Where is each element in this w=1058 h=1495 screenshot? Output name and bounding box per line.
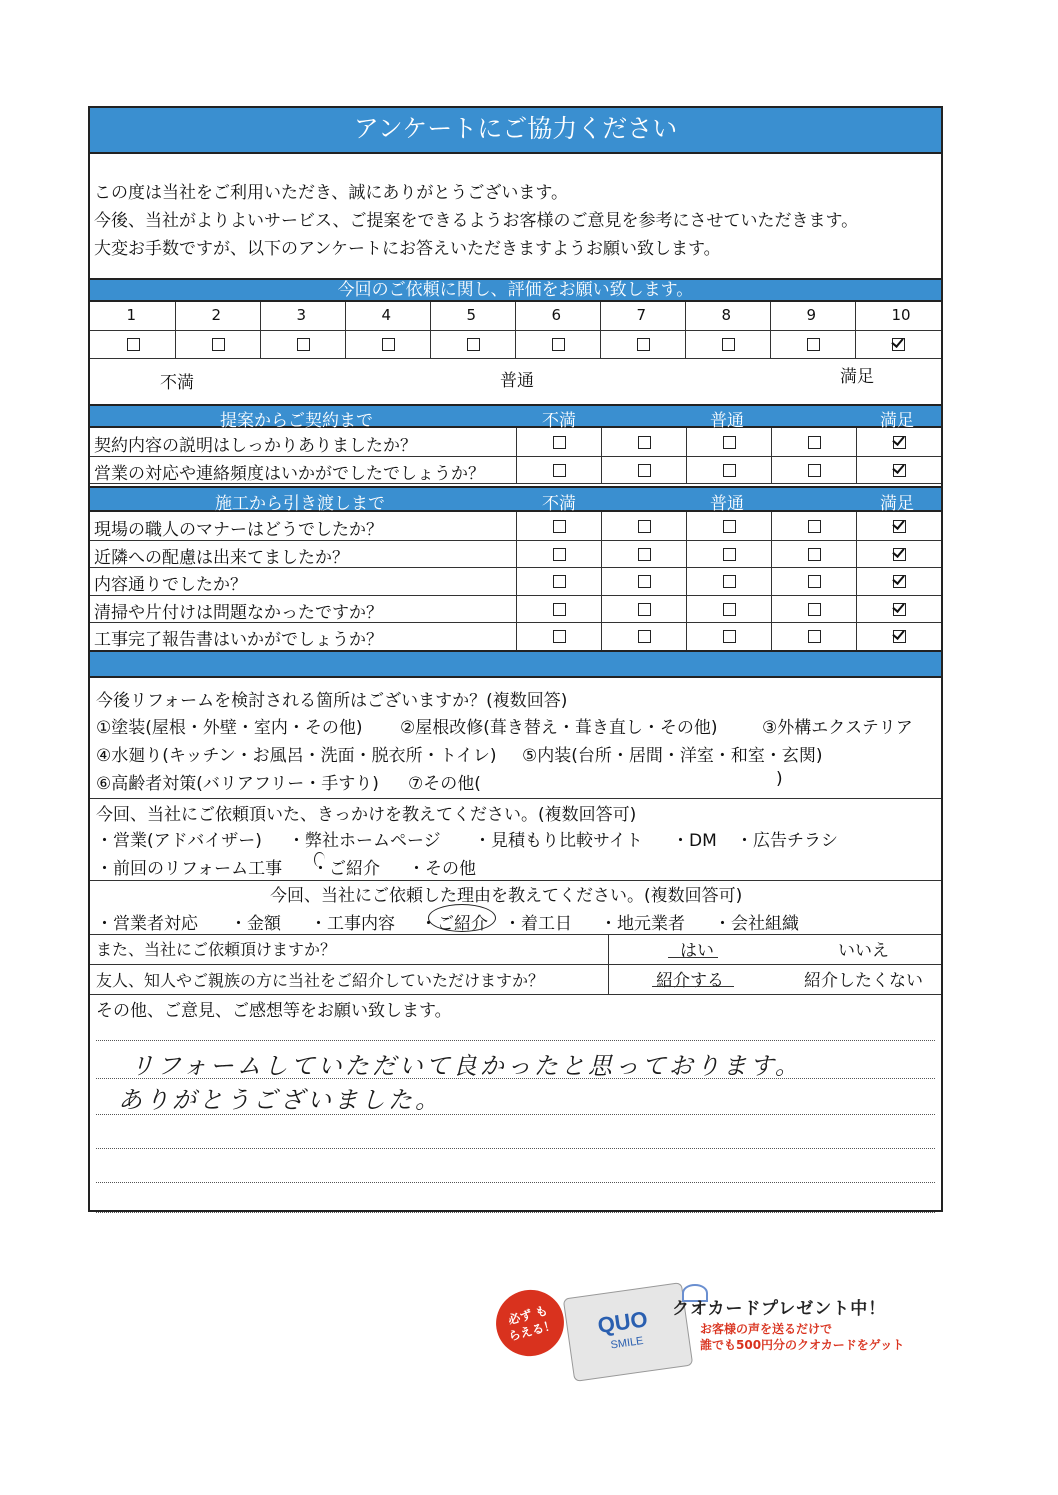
construction-question-2: 近隣への配慮は出来てましたか？ xyxy=(94,547,349,568)
future-option-6: ⑥高齢者対策(バリアフリー・手すり) xyxy=(96,774,379,794)
construction-question-5: 工事完了報告書はいかがでしょうか？ xyxy=(94,630,383,651)
construction-q5-checkbox-5[interactable] xyxy=(893,630,906,643)
contract-q2-checkbox-5[interactable] xyxy=(893,464,906,477)
future-option-4: ④水廻り(キッチン・お風呂・洗面・脱衣所・トイレ) xyxy=(96,746,497,766)
rating-checkbox-3[interactable] xyxy=(297,338,310,351)
construction-q1-checkbox-1[interactable] xyxy=(553,520,566,533)
contract-col-low: 不満 xyxy=(542,411,576,431)
comment-rule xyxy=(96,1148,935,1149)
divider xyxy=(90,798,941,799)
reason-option-2: ・金額 xyxy=(230,914,281,934)
construction-q1-checkbox-2[interactable] xyxy=(638,520,651,533)
divider xyxy=(515,302,516,358)
rating-label-high: 満足 xyxy=(840,367,874,387)
contract-question-1: 契約内容の説明はしっかりありましたか？ xyxy=(94,436,417,456)
contract-q1-checkbox-3[interactable] xyxy=(723,436,736,449)
divider xyxy=(771,428,772,483)
construction-col-high: 満足 xyxy=(880,494,914,514)
trigger-option-2: ・弊社ホームページ xyxy=(288,831,441,851)
construction-col-low: 不満 xyxy=(542,494,576,514)
rating-checkbox-7[interactable] xyxy=(637,338,650,351)
construction-q3-checkbox-4[interactable] xyxy=(808,575,821,588)
divider xyxy=(90,934,941,935)
construction-q4-checkbox-2[interactable] xyxy=(638,603,651,616)
trigger-option-1: ・営業(アドバイザー) xyxy=(96,831,262,851)
reason-question: 今回、当社にご依頼した理由を教えてください。(複数回答可) xyxy=(270,886,743,906)
construction-q2-checkbox-5[interactable] xyxy=(893,548,906,561)
rating-checkbox-9[interactable] xyxy=(807,338,820,351)
construction-q3-checkbox-2[interactable] xyxy=(638,575,651,588)
promo-sub-1: お客様の声を送るだけで xyxy=(700,1322,833,1336)
divider xyxy=(90,964,941,965)
divider xyxy=(90,994,941,995)
construction-header: 施工から引き渡しまで xyxy=(215,494,385,514)
construction-question-1: 現場の職人のマナーはどうでしたか？ xyxy=(94,520,383,540)
rating-scale-8: 8 xyxy=(721,306,732,324)
divider xyxy=(685,302,686,358)
rating-checkbox-2[interactable] xyxy=(212,338,225,351)
contract-q1-checkbox-2[interactable] xyxy=(638,436,651,449)
quo-promo-badge xyxy=(492,1280,942,1380)
contract-q2-checkbox-2[interactable] xyxy=(638,464,651,477)
refer-no: 紹介したくない xyxy=(804,971,923,991)
construction-question-4: 清掃や片付けは問題なかったですか？ xyxy=(94,602,383,623)
refer-yes-underline xyxy=(652,986,734,987)
rating-scale-2: 2 xyxy=(211,306,222,324)
future-option-3: ③外構エクステリア xyxy=(762,718,913,738)
comment-rule xyxy=(96,1078,935,1079)
rating-label-mid: 普通 xyxy=(500,371,534,391)
construction-q4-checkbox-3[interactable] xyxy=(723,603,736,616)
again-yes: はい xyxy=(680,941,714,961)
construction-q3-checkbox-3[interactable] xyxy=(723,575,736,588)
rating-scale-4: 4 xyxy=(381,306,392,324)
future-option-7-close: ) xyxy=(776,769,783,789)
trigger-selected-mark xyxy=(314,852,325,867)
comment-rule xyxy=(96,1114,935,1115)
trigger-option-6: ・前回のリフォーム工事 xyxy=(96,859,283,879)
reason-option-1: ・営業者対応 xyxy=(96,914,198,934)
reason-option-7: ・会社組織 xyxy=(714,914,799,934)
intro-line-1: この度は当社をご利用いただき、誠にありがとうございます。 xyxy=(94,183,568,203)
contract-q2-checkbox-1[interactable] xyxy=(553,464,566,477)
rating-checkbox-8[interactable] xyxy=(722,338,735,351)
rating-scale-5: 5 xyxy=(466,306,477,324)
future-option-5: ⑤内装(台所・居間・洋室・和室・玄関) xyxy=(522,746,823,766)
future-question: 今後リフォームを検討される箇所はございますか？(複数回答) xyxy=(96,691,568,711)
trigger-option-5: ・広告チラシ xyxy=(736,831,838,851)
intro-line-2: 今後、当社がよりよいサービス、ご提案をできるようお客様のご意見を参考にさせていただきます。 xyxy=(94,211,859,231)
trigger-option-8: ・その他 xyxy=(408,859,476,879)
future-option-2: ②屋根改修(葺き替え・葺き直し・その他) xyxy=(400,718,718,738)
promo-seal xyxy=(489,1282,572,1363)
divider xyxy=(856,512,857,650)
construction-q5-checkbox-2[interactable] xyxy=(638,630,651,643)
trigger-question: 今回、当社にご依頼頂いた、きっかけを教えてください。(複数回答可) xyxy=(96,805,637,825)
construction-q2-checkbox-1[interactable] xyxy=(553,548,566,561)
construction-q4-checkbox-4[interactable] xyxy=(808,603,821,616)
future-option-7: ⑦その他( xyxy=(408,774,481,794)
rating-checkbox-4[interactable] xyxy=(382,338,395,351)
divider xyxy=(516,512,517,650)
construction-q1-checkbox-4[interactable] xyxy=(808,520,821,533)
quo-card-logo: QUO xyxy=(596,1306,650,1339)
promo-headline: クオカードプレゼント中！ xyxy=(672,1299,887,1319)
refer-question: 友人、知人やご親族の方に当社をご紹介していただけますか？ xyxy=(96,971,545,990)
reason-option-4: ・ご紹介 xyxy=(420,914,488,934)
divider xyxy=(90,358,941,359)
rating-checkbox-6[interactable] xyxy=(552,338,565,351)
reason-option-5: ・着工日 xyxy=(504,914,572,934)
divider xyxy=(608,964,609,994)
comment-rule xyxy=(96,1182,935,1183)
divider xyxy=(686,512,687,650)
construction-col-mid: 普通 xyxy=(710,494,744,514)
divider xyxy=(770,302,771,358)
rating-scale-10: 10 xyxy=(891,306,911,324)
construction-q4-checkbox-1[interactable] xyxy=(553,603,566,616)
divider xyxy=(855,302,856,358)
contract-col-high: 満足 xyxy=(880,411,914,431)
construction-q3-checkbox-1[interactable] xyxy=(553,575,566,588)
construction-header-band xyxy=(90,486,941,512)
reason-option-3: ・工事内容 xyxy=(310,914,395,934)
construction-q5-checkbox-4[interactable] xyxy=(808,630,821,643)
contract-q2-checkbox-3[interactable] xyxy=(723,464,736,477)
contract-col-mid: 普通 xyxy=(710,411,744,431)
survey-sheet xyxy=(88,106,943,1212)
rating-scale-1: 1 xyxy=(126,306,137,324)
rating-checkbox-10[interactable] xyxy=(892,338,905,351)
divider xyxy=(686,428,687,483)
again-yes-underline xyxy=(668,957,718,958)
divider xyxy=(516,428,517,483)
comment-line-2: ありがとうございました。 xyxy=(118,1086,442,1114)
construction-q2-checkbox-2[interactable] xyxy=(638,548,651,561)
trigger-option-3: ・見積もり比較サイト xyxy=(474,831,643,851)
construction-question-3: 内容通りでしたか？ xyxy=(94,575,247,596)
divider xyxy=(601,512,602,650)
promo-seal-text: 必ず もらえる！ xyxy=(506,1303,558,1344)
intro-line-3: 大変お手数ですが、以下のアンケートにお答えいただきますようお願い致します。 xyxy=(94,239,721,259)
rating-label-low: 不満 xyxy=(160,373,194,393)
rating-scale-6: 6 xyxy=(551,306,562,324)
contract-q1-checkbox-5[interactable] xyxy=(893,436,906,449)
trigger-option-7: ・ご紹介 xyxy=(312,859,380,879)
divider xyxy=(608,934,609,964)
contract-q1-checkbox-4[interactable] xyxy=(808,436,821,449)
again-question: また、当社にご依頼頂けますか？ xyxy=(96,940,337,959)
construction-q2-checkbox-3[interactable] xyxy=(723,548,736,561)
contract-q2-checkbox-4[interactable] xyxy=(808,464,821,477)
rating-checkbox-5[interactable] xyxy=(467,338,480,351)
rating-scale-3: 3 xyxy=(296,306,307,324)
divider xyxy=(771,512,772,650)
divider xyxy=(600,302,601,358)
future-option-1: ①塗装(屋根・外壁・室内・その他) xyxy=(96,718,363,738)
comment-line-1: リフォームしていただいて良かったと思っております。 xyxy=(130,1052,802,1080)
contract-header-band xyxy=(90,404,941,431)
comment-rule xyxy=(96,1040,935,1041)
divider xyxy=(345,302,346,358)
refer-yes: 紹介する xyxy=(656,971,724,991)
contract-question-2: 営業の対応や連絡頻度はいかがでしたでしょうか？ xyxy=(94,463,485,484)
section-divider-band xyxy=(90,650,941,678)
reason-option-6: ・地元業者 xyxy=(600,914,685,934)
contract-header: 提案からご契約まで xyxy=(220,411,373,431)
rating-scale-9: 9 xyxy=(806,306,817,324)
comment-rule xyxy=(96,1212,935,1213)
reason-selected-circle xyxy=(428,904,496,932)
divider xyxy=(856,428,857,483)
construction-q1-checkbox-5[interactable] xyxy=(893,520,906,533)
construction-q2-checkbox-4[interactable] xyxy=(808,548,821,561)
construction-q4-checkbox-5[interactable] xyxy=(893,603,906,616)
survey-title: アンケートにご協力ください xyxy=(90,108,941,154)
construction-q1-checkbox-3[interactable] xyxy=(723,520,736,533)
rating-header: 今回のご依頼に関し、評価をお願い致します。 xyxy=(90,278,941,302)
construction-q3-checkbox-5[interactable] xyxy=(893,575,906,588)
rating-checkbox-1[interactable] xyxy=(127,338,140,351)
divider xyxy=(175,302,176,358)
quo-card-sub: SMILE xyxy=(609,1335,645,1352)
divider xyxy=(260,302,261,358)
rating-scale-7: 7 xyxy=(636,306,647,324)
comments-prompt: その他、ご意見、ご感想等をお願い致します。 xyxy=(96,1001,452,1021)
promo-sub-2: 誰でも500円分のクオカードをゲット xyxy=(700,1338,905,1352)
trigger-option-4: ・DM xyxy=(672,831,717,851)
construction-q5-checkbox-3[interactable] xyxy=(723,630,736,643)
divider xyxy=(601,428,602,483)
divider xyxy=(430,302,431,358)
again-no: いいえ xyxy=(838,941,889,961)
contract-q1-checkbox-1[interactable] xyxy=(553,436,566,449)
construction-q5-checkbox-1[interactable] xyxy=(553,630,566,643)
